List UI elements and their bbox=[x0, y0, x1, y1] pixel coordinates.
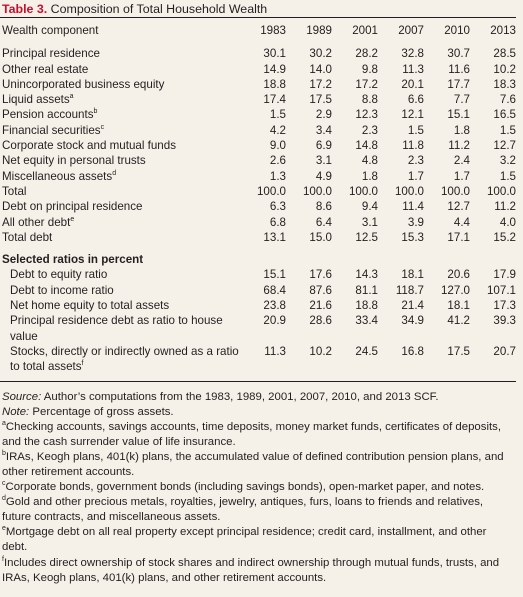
table-cell: 11.2 bbox=[494, 200, 516, 214]
table-row bbox=[0, 138, 516, 153]
ratio-label-line1: Stocks, directly or indirectly owned as a ratio bbox=[10, 344, 239, 358]
table-cell: 11.2 bbox=[448, 139, 470, 153]
table-cell: 15.0 bbox=[309, 230, 332, 244]
table-cell: 4.0 bbox=[499, 215, 516, 229]
ratio-cell: 28.6 bbox=[309, 314, 332, 328]
ratio-label-line1: Debt to equity ratio bbox=[10, 268, 108, 282]
ratio-cell: 24.5 bbox=[355, 344, 378, 358]
table-cell: 4.8 bbox=[361, 154, 378, 168]
table-cell: 11.8 bbox=[402, 139, 424, 153]
footnote bbox=[2, 420, 513, 450]
table-cell: 6.4 bbox=[315, 215, 332, 229]
table-cell: 3.1 bbox=[315, 154, 332, 168]
table-row bbox=[0, 184, 516, 199]
column-header-year: 1989 bbox=[306, 24, 332, 37]
ratio-row bbox=[0, 298, 516, 313]
table-cell: 12.7 bbox=[493, 139, 516, 153]
ratio-cell: 107.1 bbox=[486, 283, 516, 297]
row-label bbox=[0, 107, 240, 122]
table-cell: 3.2 bbox=[499, 154, 516, 168]
table-cell: 1.5 bbox=[407, 123, 424, 137]
ratio-label bbox=[0, 344, 240, 375]
ratio-cell: 39.3 bbox=[493, 314, 516, 328]
ratios-heading: Selected ratios in percent bbox=[2, 253, 144, 267]
ratio-label-line2: to total assets bbox=[10, 360, 82, 374]
table-cell: 6.6 bbox=[407, 93, 424, 107]
table-row bbox=[0, 41, 516, 61]
table-cell: 15.3 bbox=[401, 230, 424, 244]
row-label-text: Principal residence bbox=[2, 47, 100, 61]
table-cell: 4.4 bbox=[453, 215, 470, 229]
table-cell: 100.0 bbox=[486, 184, 516, 198]
footnote-mark: c bbox=[2, 480, 6, 488]
ratio-cell: 18.1 bbox=[447, 299, 470, 313]
table-cell: 1.8 bbox=[361, 169, 378, 183]
table-cell: 18.8 bbox=[263, 77, 286, 91]
ratio-label-line1: Net home equity to total assets bbox=[10, 299, 170, 313]
ratio-cell: 127.0 bbox=[440, 283, 470, 297]
ratio-row bbox=[0, 313, 516, 344]
footnote-marker: c bbox=[100, 123, 105, 131]
table-cell: 14.8 bbox=[355, 139, 378, 153]
table-row bbox=[0, 153, 516, 168]
row-label bbox=[0, 230, 240, 245]
table-row bbox=[0, 62, 516, 77]
ratio-cell: 15.1 bbox=[263, 268, 286, 282]
table-cell: 11.3 bbox=[402, 62, 424, 76]
ratio-cell: 14.3 bbox=[355, 268, 378, 282]
row-label bbox=[0, 123, 240, 138]
ratio-cell: 20.9 bbox=[263, 314, 286, 328]
table-cell: 9.8 bbox=[361, 62, 378, 76]
table-cell: 18.3 bbox=[493, 77, 516, 91]
ratio-row bbox=[0, 344, 516, 375]
row-label-text: Debt on principal residence bbox=[2, 200, 143, 214]
ratio-cell: 118.7 bbox=[395, 283, 424, 297]
table-cell: 13.1 bbox=[263, 230, 286, 244]
column-header-year: 2007 bbox=[398, 24, 424, 37]
table-cell: 1.5 bbox=[499, 169, 516, 183]
footnote-mark: d bbox=[2, 495, 6, 503]
row-label bbox=[0, 153, 240, 168]
table-cell: 6.3 bbox=[269, 200, 286, 214]
table-cell: 1.7 bbox=[407, 169, 424, 183]
table-cell: 1.8 bbox=[453, 123, 470, 137]
column-header-year: 2013 bbox=[490, 24, 516, 37]
row-label-text: Total debt bbox=[2, 230, 53, 244]
row-label-text: Financial securities bbox=[2, 123, 101, 137]
footnote-mark: a bbox=[2, 419, 6, 427]
ratio-cell: 20.6 bbox=[447, 268, 470, 282]
row-label-text: Net equity in personal trusts bbox=[2, 154, 146, 168]
table-cell: 7.6 bbox=[499, 93, 516, 107]
table-cell: 12.3 bbox=[355, 108, 378, 122]
table-cell: 14.9 bbox=[263, 62, 286, 76]
table-cell: 100.0 bbox=[256, 184, 286, 198]
table-cell: 100.0 bbox=[302, 184, 332, 198]
table-cell: 100.0 bbox=[348, 184, 378, 198]
table-row bbox=[0, 92, 516, 107]
footnote-text: Corporate bonds, government bonds (including savings bonds), open-market paper, and notes. bbox=[5, 481, 485, 494]
table-cell: 100.0 bbox=[394, 184, 424, 198]
footnote bbox=[2, 495, 513, 525]
table-notes bbox=[0, 382, 517, 586]
table-cell: 1.5 bbox=[499, 123, 516, 137]
table-row bbox=[0, 123, 516, 138]
table-cell: 1.7 bbox=[453, 169, 470, 183]
table-row bbox=[0, 215, 516, 230]
table-cell: 28.2 bbox=[355, 47, 378, 61]
ratio-row bbox=[0, 267, 516, 282]
table-cell: 100.0 bbox=[440, 184, 470, 198]
table-cell: 17.2 bbox=[355, 77, 378, 91]
component-rows bbox=[0, 41, 516, 245]
wealth-table bbox=[0, 17, 516, 382]
ratio-cell: 41.2 bbox=[447, 314, 470, 328]
ratio-label-line1: Principal residence debt as ratio to house bbox=[10, 314, 223, 328]
table-cell: 15.1 bbox=[447, 108, 470, 122]
ratio-cell: 16.8 bbox=[401, 344, 424, 358]
table-cell: 12.7 bbox=[447, 200, 470, 214]
footnotes bbox=[2, 420, 513, 586]
ratio-cell: 11.3 bbox=[264, 344, 286, 358]
ratio-cell: 17.6 bbox=[309, 268, 332, 282]
footnote bbox=[2, 450, 513, 480]
footnote-marker: f bbox=[81, 360, 84, 368]
table-cell: 28.5 bbox=[493, 47, 516, 61]
ratio-cell: 18.8 bbox=[355, 299, 378, 313]
ratio-label bbox=[0, 267, 240, 282]
table-cell: 17.5 bbox=[309, 93, 332, 107]
ratio-cell: 81.1 bbox=[355, 283, 378, 297]
ratio-rows bbox=[0, 267, 516, 374]
table-cell: 6.9 bbox=[315, 139, 332, 153]
row-label bbox=[0, 138, 240, 153]
table-cell: 12.1 bbox=[401, 108, 424, 122]
table-row bbox=[0, 77, 516, 92]
ratio-label bbox=[0, 313, 240, 344]
table-cell: 30.7 bbox=[447, 47, 470, 61]
table-number: Table 3. bbox=[2, 2, 48, 16]
table-cell: 3.1 bbox=[361, 215, 378, 229]
table-caption bbox=[0, 0, 517, 17]
table-row bbox=[0, 199, 516, 214]
ratio-cell: 21.6 bbox=[309, 299, 332, 313]
column-header-year: 1983 bbox=[260, 24, 286, 37]
table-cell: 17.1 bbox=[447, 230, 470, 244]
note-label: Note: bbox=[2, 405, 30, 418]
table-cell: 9.0 bbox=[269, 139, 286, 153]
ratio-label-line1: Debt to income ratio bbox=[10, 283, 114, 297]
row-label bbox=[0, 184, 240, 199]
footnote-text: Gold and other precious metals, royalties, jewelry, antiques, furs, loans to friends and relatives, future contracts, and miscellaneous assets. bbox=[2, 496, 484, 524]
ratio-cell: 17.9 bbox=[493, 268, 516, 282]
ratios-heading-row bbox=[0, 252, 516, 267]
ratio-cell: 17.5 bbox=[447, 344, 470, 358]
table-cell: 20.1 bbox=[401, 77, 424, 91]
table-cell: 17.2 bbox=[309, 77, 332, 91]
footnote-mark: e bbox=[2, 525, 6, 533]
table-cell: 3.9 bbox=[407, 215, 424, 229]
row-label bbox=[0, 92, 240, 107]
table-cell: 10.2 bbox=[493, 62, 516, 76]
ratio-cell: 20.7 bbox=[493, 344, 516, 358]
table-cell: 12.5 bbox=[355, 230, 378, 244]
row-label bbox=[0, 62, 240, 77]
table-cell: 1.3 bbox=[269, 169, 286, 183]
table-cell: 8.8 bbox=[361, 93, 378, 107]
row-label-text: All other debt bbox=[2, 215, 71, 229]
table-cell: 2.3 bbox=[361, 123, 378, 137]
footnote bbox=[2, 480, 513, 495]
table-cell: 11.4 bbox=[402, 200, 424, 214]
row-label-text: Liquid assets bbox=[2, 93, 70, 107]
table-cell: 1.5 bbox=[269, 108, 286, 122]
table-cell: 9.4 bbox=[361, 200, 378, 214]
column-header-year: 2010 bbox=[444, 24, 470, 37]
row-label bbox=[0, 77, 240, 92]
row-label-text: Total bbox=[2, 184, 27, 198]
ratio-cell: 87.6 bbox=[309, 283, 332, 297]
footnote-mark: b bbox=[2, 450, 6, 458]
table-row bbox=[0, 230, 516, 245]
table-cell: 17.4 bbox=[263, 93, 286, 107]
ratio-cell: 34.9 bbox=[401, 314, 424, 328]
table-cell: 6.8 bbox=[269, 215, 286, 229]
footnote-marker: d bbox=[112, 169, 117, 177]
footnote-text: Includes direct ownership of stock shares and indirect ownership through mutual funds, trusts, and IRAs, Keogh plans, 401(k) plans, and other retirement accounts. bbox=[2, 556, 500, 584]
table-cell: 11.6 bbox=[448, 62, 470, 76]
row-label bbox=[0, 169, 240, 184]
ratio-label bbox=[0, 283, 240, 298]
source-label: Source: bbox=[2, 390, 42, 403]
ratio-cell: 17.3 bbox=[493, 299, 516, 313]
table-cell: 4.9 bbox=[315, 169, 332, 183]
table-cell: 15.2 bbox=[493, 230, 516, 244]
row-label-text: Miscellaneous assets bbox=[2, 169, 113, 183]
table-cell: 16.5 bbox=[493, 108, 516, 122]
footnote-mark: f bbox=[2, 555, 4, 563]
ratio-cell: 21.4 bbox=[401, 299, 424, 313]
table-cell: 2.4 bbox=[453, 154, 470, 168]
ratio-cell: 18.1 bbox=[401, 268, 424, 282]
ratio-cell: 23.8 bbox=[263, 299, 286, 313]
row-label bbox=[0, 215, 240, 230]
row-label-text: Other real estate bbox=[2, 62, 89, 76]
table-cell: 30.2 bbox=[309, 47, 332, 61]
row-label-text: Unincorporated business equity bbox=[2, 77, 165, 91]
ratio-row bbox=[0, 283, 516, 298]
footnote bbox=[2, 525, 513, 555]
footnote-marker: a bbox=[69, 93, 74, 101]
table-cell: 17.7 bbox=[447, 77, 470, 91]
source-note bbox=[2, 390, 513, 405]
table-row bbox=[0, 107, 516, 122]
source-text: Author’s computations from the 1983, 1989, 2001, 2007, 2010, and 2013 SCF. bbox=[41, 390, 439, 403]
row-label bbox=[0, 41, 240, 61]
table-cell: 8.6 bbox=[315, 200, 332, 214]
table-cell: 14.0 bbox=[309, 62, 332, 76]
footnote-marker: b bbox=[93, 108, 98, 116]
table-row bbox=[0, 169, 516, 184]
footnote-text: IRAs, Keogh plans, 401(k) plans, the accumulated value of defined contribution pension plans, and other retirement accounts. bbox=[2, 450, 504, 478]
ratio-label-line2: value bbox=[10, 329, 38, 343]
table-cell: 2.6 bbox=[269, 154, 286, 168]
row-label-text: Corporate stock and mutual funds bbox=[2, 139, 177, 153]
note-text: Percentage of gross assets. bbox=[29, 405, 174, 418]
footnote bbox=[2, 556, 513, 586]
ratio-label bbox=[0, 298, 240, 313]
table-cell: 3.4 bbox=[315, 123, 332, 137]
footnote-text: Checking accounts, savings accounts, time deposits, money market funds, certificates of deposits, and the cash surrender value of life insurance. bbox=[2, 420, 502, 448]
row-label-text: Pension accounts bbox=[2, 108, 94, 122]
row-label bbox=[0, 199, 240, 214]
footnote-marker: e bbox=[70, 215, 75, 223]
footnote-text: Mortgage debt on all real property except principal residence; credit card, installment, and other debt. bbox=[2, 526, 487, 554]
table-cell: 7.7 bbox=[453, 93, 470, 107]
table-cell: 2.3 bbox=[407, 154, 424, 168]
column-header-year: 2001 bbox=[352, 24, 378, 37]
column-header-component: Wealth component bbox=[2, 24, 99, 37]
ratio-cell: 33.4 bbox=[355, 314, 378, 328]
table-cell: 2.9 bbox=[315, 108, 332, 122]
percentage-note bbox=[2, 405, 513, 420]
ratio-cell: 68.4 bbox=[263, 283, 286, 297]
header-row bbox=[0, 18, 516, 42]
table-cell: 32.8 bbox=[401, 47, 424, 61]
table-title: Composition of Total Household Wealth bbox=[50, 2, 268, 16]
table-cell: 30.1 bbox=[263, 47, 286, 61]
ratio-cell: 10.2 bbox=[309, 344, 332, 358]
table-cell: 4.2 bbox=[269, 123, 286, 137]
